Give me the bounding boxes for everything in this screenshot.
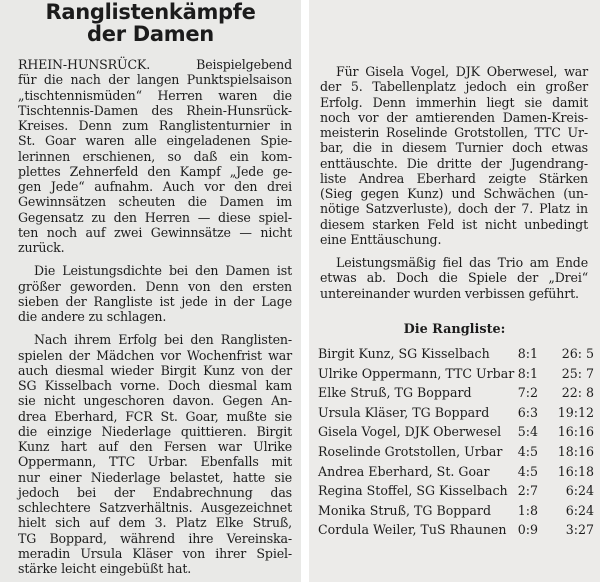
text-line: gen Jede“ aufnahm. Auch vor den drei — [18, 179, 292, 194]
text-line: auch diesmal wieder Birgit Kunz von der — [18, 362, 292, 378]
text-line: nötige Satzverluste), doch der 7. Platz in — [320, 201, 588, 217]
set-score: 18:16 — [557, 443, 594, 459]
player-name: Monika Struß, TG Boppard — [318, 502, 492, 518]
ranking-heading: Die Rangliste: — [403, 322, 506, 337]
text-line: der 5. Tabellenplatz jedoch ein großer — [320, 79, 588, 95]
player-name: Ulrike Oppermann, TTC Urbar — [318, 365, 515, 381]
text-line: TG Boppard, während ihre Vereinska- — [18, 530, 292, 546]
paragraph — [18, 332, 292, 576]
text-line: diesem starken Feld ist nicht unbedingt — [320, 216, 588, 232]
set-score: 25: 7 — [561, 365, 594, 381]
set-score: 6:24 — [565, 502, 594, 518]
text-line: jedoch bei der Endabrechnung das — [18, 484, 292, 500]
text-line: „tischtennismüden“ Herren waren die — [18, 87, 292, 103]
text-line: Tischtennis-Damen des Rhein-Hunsrück- — [18, 102, 292, 118]
text-line: Nach ihrem Erfolg bei den Ranglisten- — [34, 332, 292, 348]
text-line: liste Andrea Eberhard zeigte Stärken — [320, 170, 588, 186]
text-line: die andere zu schlagen. — [18, 309, 167, 324]
match-score: 7:2 — [517, 385, 538, 401]
set-score: 19:12 — [557, 404, 594, 420]
text-line: zurück. — [18, 240, 65, 255]
text-line: St. Goar waren alle eingeladenen Spie- — [18, 133, 292, 149]
text-line: untereinander wurden verbissen geführt. — [320, 285, 579, 301]
text-line: bar, die in diesem Turnier doch etwas — [320, 140, 588, 156]
text-line: Kreises. Denn zum Ranglistenturnier in — [18, 118, 292, 133]
match-score: 0:9 — [517, 522, 538, 538]
text-line: größer geworden. Denn von den ersten — [18, 278, 292, 294]
ranking-row — [318, 442, 594, 462]
paragraph-gap — [320, 247, 588, 255]
text-line: meisterin Roselinde Grotstollen, TTC Ur- — [320, 125, 588, 140]
player-name: Birgit Kunz, SG Kisselbach — [318, 346, 490, 361]
ranking-row — [318, 462, 594, 482]
player-name: Ursula Kläser, TG Boppard — [318, 404, 490, 420]
ranking-row — [318, 520, 594, 540]
ranking-row — [318, 403, 594, 423]
ranking-row — [318, 344, 594, 364]
match-score: 1:8 — [517, 502, 538, 518]
text-line: Leistungsmäßig fiel das Trio am Ende — [336, 255, 588, 270]
text-line: die einzige Niederlage quittieren. Birgit — [18, 423, 292, 439]
right-column-text — [320, 64, 588, 301]
set-score: 6:24 — [565, 483, 594, 499]
ranking-table — [318, 344, 594, 540]
text-line: eine Enttäuschung. — [320, 231, 442, 247]
player-name: Cordula Weiler, TuS Rhaunen — [318, 522, 507, 538]
set-score: 16:16 — [557, 424, 594, 440]
text-line: hielt sich auf dem 3. Platz Elke Struß, — [18, 515, 292, 531]
text-line: Gegensatz zu den Herren — diese spiel- — [18, 209, 292, 225]
match-score: 5:4 — [517, 424, 538, 440]
player-name: Elke Struß, TG Boppard — [318, 385, 472, 401]
set-score: 3:27 — [565, 522, 594, 538]
text-line: ten noch auf zwei Gewinnsätze — nicht — [18, 224, 292, 240]
text-line: RHEIN-HUNSRÜCK. Beispielgebend — [18, 57, 292, 72]
headline-line-2: der Damen — [87, 22, 214, 46]
paragraph — [320, 255, 588, 301]
paragraph — [320, 64, 588, 247]
article-headline — [0, 1, 301, 45]
left-column-text — [18, 57, 292, 576]
text-line: enttäuschte. Die dritte der Jugendrang- — [320, 155, 588, 171]
text-line: schlechtere Satzverhältnis. Ausgezeichnet — [18, 500, 292, 515]
text-line: Oppermann, TTC Urbar. Ebenfalls mit — [18, 454, 292, 470]
ranking-row — [318, 364, 594, 384]
ranking-row — [318, 422, 594, 442]
match-score: 4:5 — [517, 443, 538, 459]
text-line: etwas ab. Doch die Spiele der „Drei“ — [320, 270, 588, 286]
set-score: 16:18 — [557, 463, 594, 479]
text-line: Gewinnsätzen scheuten die Damen im — [18, 194, 292, 210]
ranking-row — [318, 501, 594, 521]
text-line: lerinnen erschienen, so daß ein kom- — [18, 148, 292, 164]
paragraph — [18, 263, 292, 324]
match-score: 8:1 — [517, 346, 538, 361]
ranking-row — [318, 383, 594, 403]
match-score: 4:5 — [517, 463, 538, 479]
text-line: Für Gisela Vogel, DJK Oberwesel, war — [336, 64, 588, 79]
text-line: (Sieg gegen Kunz) und Schwächen (un- — [320, 186, 588, 201]
player-name: Andrea Eberhard, St. Goar — [318, 463, 490, 479]
text-line: noch vor der amtierenden Damen-Kreis- — [320, 109, 588, 125]
player-name: Gisela Vogel, DJK Oberwesel — [318, 424, 502, 440]
text-line: drea Eberhard, FCR St. Goar, mußte sie — [18, 408, 292, 424]
set-score: 26: 5 — [561, 346, 594, 361]
match-score: 6:3 — [517, 404, 538, 420]
headline-line-1: Ranglistenkämpfe — [45, 0, 256, 24]
text-line: nur einer Niederlage belastet, hatte sie — [18, 469, 292, 485]
text-line: meradin Ursula Kläser von ihrer Spiel- — [18, 545, 292, 561]
paragraph-gap — [18, 324, 292, 332]
player-name: Regina Stoffel, SG Kisselbach — [318, 483, 508, 499]
ranking-row — [318, 481, 594, 501]
set-score: 22: 8 — [561, 385, 594, 401]
text-line: plettes Zehnerfeld den Kampf „Jede ge- — [18, 163, 292, 179]
text-line: Die Leistungsdichte bei den Damen ist — [34, 263, 292, 279]
match-score: 2:7 — [517, 483, 538, 499]
text-line: Kunz hart auf den Fersen war Ulrike — [18, 439, 292, 454]
paragraph — [18, 57, 292, 255]
text-line: SG Kisselbach vorne. Doch diesmal kam — [18, 378, 292, 393]
text-line: sieben der Rangliste ist jede in der Lage — [18, 293, 292, 309]
player-name: Roselinde Grotstollen, Urbar — [318, 443, 503, 459]
text-line: sie nicht ungeschoren davon. Gegen An- — [18, 393, 292, 409]
text-line: spielen der Mädchen vor Wochenfrist war — [18, 347, 292, 363]
text-line: Erfolg. Denn immerhin liegt sie damit — [320, 94, 588, 110]
text-line: stärke leicht eingebüßt hat. — [18, 561, 192, 576]
match-score: 8:1 — [517, 365, 538, 381]
text-line: für die nach der langen Punktspielsaison — [18, 72, 292, 88]
paragraph-gap — [18, 255, 292, 263]
